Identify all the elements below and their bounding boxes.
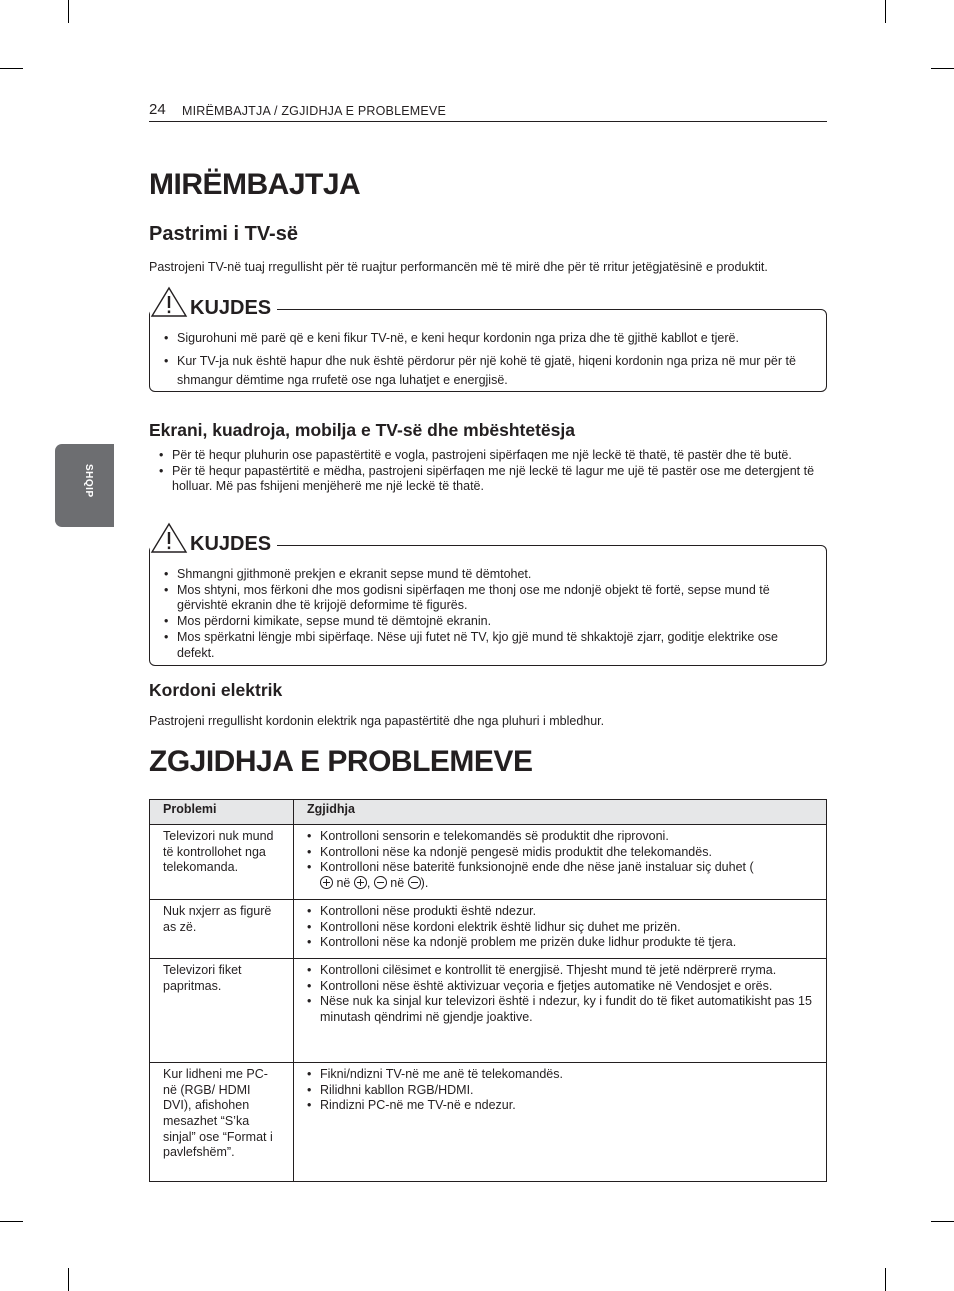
list-item-text: Kontrolloni nëse bateritë funksionojnë ende dhe nëse janë instaluar siç duhet (: [320, 860, 754, 875]
caution-list: [164, 567, 814, 661]
crop-mark: [0, 1221, 23, 1222]
list-item: • Mos spërkatni lëngje mbi sipërfaqe. Nëse uji futet në TV, kjo gjë mund të shkaktojë zjarr, goditje elektrike ose defekt.: [164, 630, 814, 661]
warning-triangle-icon: [150, 522, 188, 554]
plus-terminal-icon: [354, 876, 367, 889]
caution-label: [150, 522, 277, 556]
solution-list: [307, 1067, 813, 1114]
caution-box: [149, 297, 827, 392]
screen-list: [159, 448, 819, 495]
solution-list: [307, 904, 813, 951]
battery-note-text: ).: [420, 876, 429, 891]
problem-cell: Televizori fiket papritmas.: [150, 958, 294, 1062]
list-item: • Kontrolloni cilësimet e kontrollit të energjisë. Thjesht mund të jetë ndërprerë rryma.: [307, 963, 813, 979]
list-item: • Për të hequr papastërtitë e mëdha, pastrojeni sipërfaqen me një leckë të lagur me ujë të pastër ose me detergjent të holluar. Më pas fshijeni menjëherë me një leckë të thatë.: [159, 464, 819, 495]
page-number: 24: [149, 101, 166, 118]
list-item: [307, 860, 813, 891]
list-item: • Kontrolloni nëse produkti është ndezur.: [307, 904, 813, 920]
solution-list: [307, 829, 813, 892]
caution-text: KUJDES: [190, 297, 272, 319]
crop-mark: [885, 1268, 886, 1291]
caution-text: KUJDES: [190, 533, 272, 555]
solution-cell: [294, 899, 827, 958]
power-cord-title: Kordoni elektrik: [149, 680, 283, 700]
list-item: • Kontrolloni sensorin e telekomandës së produktit dhe riprovoni.: [307, 829, 813, 845]
crop-mark: [931, 1221, 954, 1222]
table-row: [150, 899, 827, 958]
list-item: • Sigurohuni më parë që e keni fikur TV-në, e keni hequr kordonin nga priza dhe të gjithë kabllot e tjerë.: [164, 329, 814, 348]
problem-cell: Kur lidheni me PC-në (RGB/ HDMI DVI), afishohen mesazhet “S’ka sinjal” ose “Format i pavlefshëm”.: [150, 1062, 294, 1181]
column-header-solution: Zgjidhja: [294, 800, 827, 825]
list-item: • Fikni/ndizni TV-në me anë të telekomandës.: [307, 1067, 813, 1083]
list-item: • Kontrolloni nëse është aktivizuar veçoria e fjetjes automatike në Vendosjet e orës.: [307, 979, 813, 995]
list-item: • Rindizni PC-në me TV-në e ndezur.: [307, 1098, 813, 1114]
battery-note-text: në: [386, 876, 408, 891]
troubleshooting-title: ZGJIDHJA E PROBLEMEVE: [149, 745, 533, 778]
list-item: • Mos shtyni, mos fërkoni dhe mos godisni sipërfaqen me thonj ose me ndonjë objekt të fortë, sepse mund të gërvishtë ekranin dhe të krijojë deformime të figurës.: [164, 583, 814, 614]
warning-triangle-icon: [150, 286, 188, 318]
running-header: [149, 101, 827, 122]
screen-title: Ekrani, kuadroja, mobilja e TV-së dhe mbështetësja: [149, 420, 575, 440]
solution-list: [307, 963, 813, 1026]
list-item: • Kontrolloni nëse ka ndonjë problem me prizën duke lidhur produkte të tjera.: [307, 935, 813, 951]
problem-cell: Televizori nuk mund të kontrollohet nga telekomanda.: [150, 825, 294, 900]
minus-terminal-icon: [374, 876, 387, 889]
solution-cell: [294, 1062, 827, 1181]
solution-cell: [294, 825, 827, 900]
battery-note-text: ,: [366, 876, 374, 891]
cleaning-title: Pastrimi i TV-së: [149, 223, 298, 245]
caution-list: [164, 329, 814, 394]
list-item: • Për të hequr pluhurin ose papastërtitë e vogla, pastrojeni sipërfaqen me një leckë të thatë, të pastër dhe të butë.: [159, 448, 819, 464]
crop-mark: [0, 68, 23, 69]
table-row: [150, 825, 827, 900]
language-tab: [55, 444, 114, 527]
crop-mark: [68, 1268, 69, 1291]
maintenance-title: MIRËMBAJTJA: [149, 168, 361, 201]
header-title: MIRËMBAJTJA / ZGJIDHJA E PROBLEMEVE: [182, 104, 446, 118]
table-row: [150, 1062, 827, 1181]
caution-label: [150, 286, 277, 320]
list-item: • Kontrolloni nëse ka ndonjë pengesë midis produktit dhe telekomandës.: [307, 845, 813, 861]
list-item: • Kur TV-ja nuk është hapur dhe nuk është përdorur për një kohë të gjatë, hiqeni kordonin nga priza në mur për të shmangur dëmtime nga rrufetë ose nga luhatjet e energjisë.: [164, 352, 814, 390]
caution-box: [149, 533, 827, 666]
problem-cell: Nuk nxjerr as figurë as zë.: [150, 899, 294, 958]
language-tab-label: SHQIP: [83, 464, 94, 498]
list-item: • Rilidhni kabllon RGB/HDMI.: [307, 1083, 813, 1099]
power-cord-text: Pastrojeni rregullisht kordonin elektrik nga papastërtitë dhe nga pluhuri i mbledhur.: [149, 714, 605, 728]
minus-terminal-icon: [408, 876, 421, 889]
troubleshooting-table: [149, 799, 827, 1182]
list-item: • Nëse nuk ka sinjal kur televizori është i ndezur, ky i fundit do të fiket automatikisht pas 15 minutash qëndrimi në gjendje joaktive.: [307, 994, 813, 1025]
crop-mark: [68, 0, 69, 23]
crop-mark: [931, 68, 954, 69]
table-row: [150, 958, 827, 1062]
table-header-row: [150, 800, 827, 825]
solution-cell: [294, 958, 827, 1062]
battery-note-text: në: [333, 876, 354, 891]
list-item: • Mos përdorni kimikate, sepse mund të dëmtojnë ekranin.: [164, 614, 814, 630]
list-item: • Kontrolloni nëse kordoni elektrik është lidhur siç duhet me prizën.: [307, 920, 813, 936]
list-item: • Shmangni gjithmonë prekjen e ekranit sepse mund të dëmtohet.: [164, 567, 814, 583]
plus-terminal-icon: [320, 876, 333, 889]
column-header-problem: Problemi: [150, 800, 294, 825]
crop-mark: [885, 0, 886, 23]
cleaning-intro: Pastrojeni TV-në tuaj rregullisht për të ruajtur performancën më të mirë dhe për të rritur jetëgjatësinë e produktit.: [149, 260, 768, 274]
